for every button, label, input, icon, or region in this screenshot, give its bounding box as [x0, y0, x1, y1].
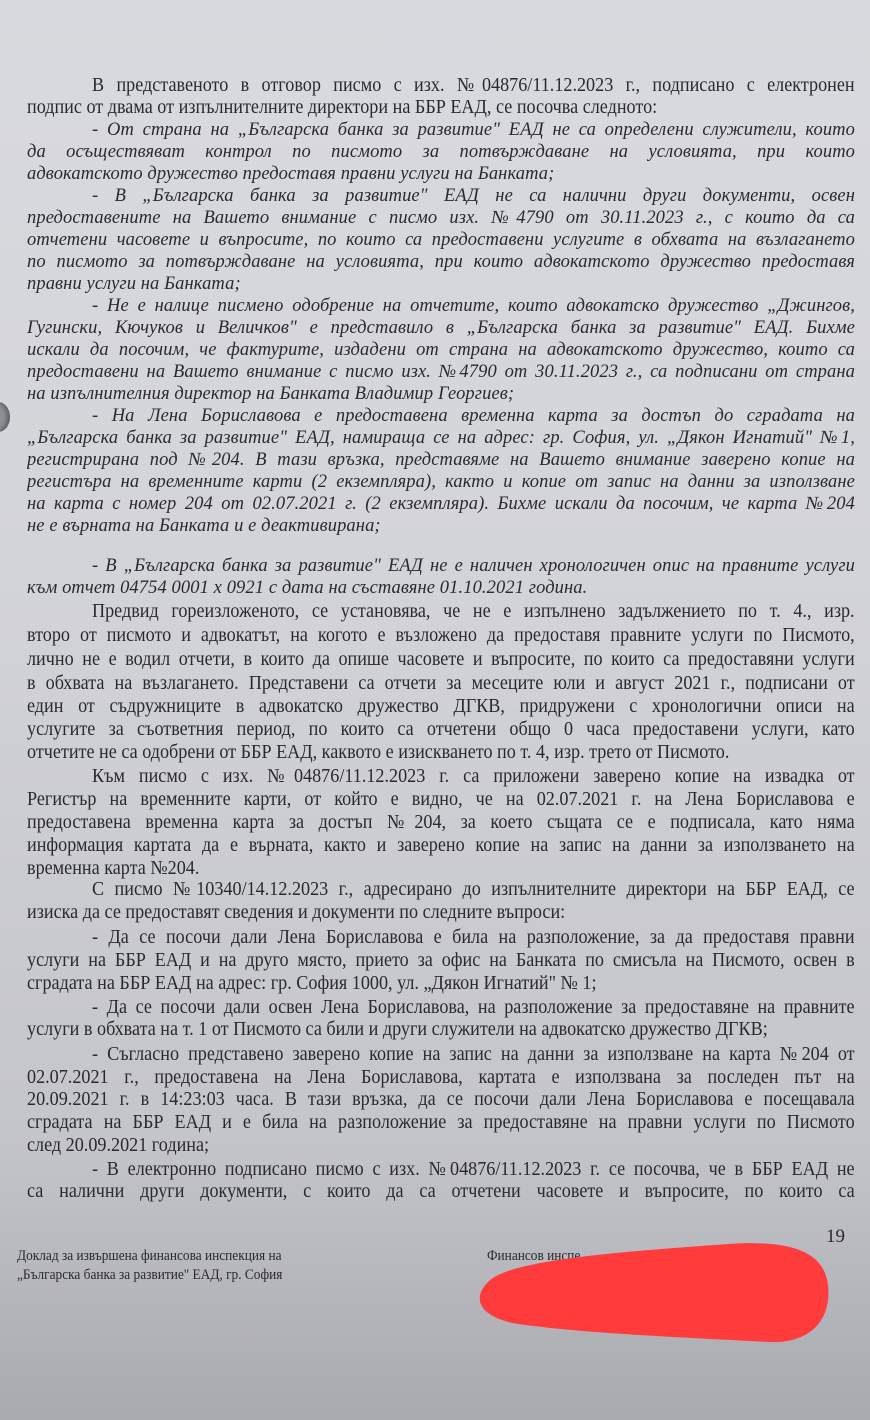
text-line: след 20.09.2021 година;	[27, 1135, 210, 1156]
text-line: - Съгласно представено заверено копие на запис на данни за използване на карта №204 от	[92, 1044, 855, 1065]
text-line: искали да посочим, че фактурите, издадени от страна на адвокатското дружество, които са	[27, 340, 855, 360]
text-line: регистрирана под №204. В тази връзка, представяме на Вашето внимание заверено копие на	[27, 450, 855, 470]
text-line: към отчет 04754 0001 х 0921 с дата на съставяне 01.10.2021 година.	[27, 578, 588, 598]
text-line: - Да се посочи дали Лена Бориславова е била на разположение, за да предоставя правни	[92, 927, 855, 948]
text-line: предоставените на Вашето внимание с писмо изх. №4790 от 30.11.2023 г., с които да са	[27, 208, 855, 228]
text-line: услугите за съответния период, по които са отчетени общо 0 часа предоставени услуги, като	[27, 719, 855, 740]
text-line: на карта с номер 204 от 02.07.2021 г. (2 екземпляра). Бихме искали да посочим, че карта №204	[27, 494, 855, 514]
text-line: Предвид гореизложеното, се установява, че не е изпълнено задължението по т. 4., изр.	[92, 601, 855, 622]
inspector-label: Финансов инспе	[487, 1248, 581, 1264]
page-number: 19	[826, 1226, 845, 1247]
text-line: В представеното в отговор писмо с изх. №04876/11.12.2023 г., подписано с електронен	[92, 75, 855, 96]
text-line: предоставена временна карта за достъп №204, за което същата се е подписала, като няма	[27, 812, 855, 833]
text-line: - В „Българска банка за развитие" ЕАД не е наличен хронологичен опис на правните услуги	[92, 556, 855, 576]
text-line: - Да се посочи дали освен Лена Бориславова, на разположение за предоставяне на правните	[92, 997, 855, 1018]
text-line: подпис от двама от изпълнителните директори на ББР ЕАД, се посочва следното:	[27, 97, 658, 118]
text-line: услуги на ББР ЕАД и на друго място, прието за офис на Банката по смисъла на Писмото, освен в	[27, 950, 855, 971]
text-line: 02.07.2021 г., предоставена на Лена Бориславова, картата е използвана за последен път на	[27, 1067, 855, 1088]
text-line: в обхвата на възлагането. Представени са отчети за месеците юли и август 2021 г., подписани от	[27, 673, 855, 694]
text-line: регистъра на временните карти (2 екземпляра), както и копие от запис на данни за използване	[27, 472, 855, 492]
text-line: отчетите не са одобрени от ББР ЕАД, каквото е изискването по т. 4, изр. трето от Писмото.	[27, 742, 730, 763]
text-line: лично не е водил отчети, в които да опише часовете и въпросите, по които са предоставяни услуги	[27, 649, 855, 670]
text-line: сградата на ББР ЕАД на адрес: гр. София 1000, ул. „Дякон Игнатий" № 1;	[27, 973, 597, 994]
text-line: услуги в обхвата на т. 1 от Писмото са били и други служители на адвокатско дружество ДГКВ;	[27, 1019, 768, 1040]
text-line: временна карта №204.	[27, 858, 200, 879]
redaction-mark	[468, 1230, 834, 1348]
text-line: предоставени на Вашето внимание с писмо изх. №4790 от 30.11.2023 г., са подписани от страна	[27, 362, 855, 382]
text-line: 20.09.2021 г. в 14:23:03 часа. В тази връзка, да се посочи дали Лена Бориславова е посещавала	[27, 1089, 855, 1110]
text-line: по писмото за потвърждаване на условията, при които адвокатското дружество предоставя	[27, 252, 855, 272]
text-line: „Българска банка за развитие" ЕАД, намираща се на адрес: гр. София, ул. „Дякон Игнатий" №1,	[27, 428, 855, 448]
text-line: - В електронно подписано писмо с изх. №04876/11.12.2023 г. се посочва, че в ББР ЕАД не	[92, 1159, 855, 1180]
text-line: отчетени часовете и въпросите, по които са предоставени услугите в обхвата на възлагането	[27, 230, 855, 250]
text-line: Гугински, Кючуков и Величков" е представило в „Българска банка за развитие" ЕАД. Бихме	[27, 318, 855, 338]
text-line: правни услуги на Банката;	[27, 274, 241, 294]
text-line: Регистър на временните карти, от който е видно, че на 02.07.2021 г. на Лена Бориславова е	[27, 789, 855, 810]
text-line: - На Лена Бориславова е предоставена временна карта за достъп до сградата на	[92, 406, 855, 426]
report-title-line2: „Българска банка за развитие" ЕАД, гр. София	[17, 1267, 283, 1283]
text-line: изиска да се предоставят сведения и документи по следните въпроси:	[27, 902, 566, 923]
text-line: - От страна на „Българска банка за развитие" ЕАД не са определени служители, които	[92, 120, 855, 140]
text-line: да осъществяват контрол по писмото за потвърждаване на условията, при които	[27, 142, 855, 162]
text-line: - В „Българска банка за развитие" ЕАД не са налични други документи, освен	[92, 186, 855, 206]
punch-hole	[0, 402, 10, 432]
report-title	[17, 1247, 282, 1285]
text-line: адвокатското дружество предоставя правни услуги на Банката;	[27, 164, 555, 184]
text-line: информация картата да е върната, както и заверено копие на запис на данни за използването на	[27, 835, 855, 856]
text-line: един от съдружниците в адвокатско дружество ДГКВ, придружени с хронологични описи на	[27, 696, 855, 717]
text-line: са налични други документи, с които да са отчетени часовете и въпросите, по които са	[27, 1181, 855, 1202]
report-title-line1: Доклад за извършена финансова инспекция на	[17, 1248, 282, 1264]
text-line: не е върната на Банката и е деактивирана;	[27, 516, 381, 536]
text-line: сградата на ББР ЕАД и е била на разположение за предоставяне на правни услуги по Писмото	[27, 1112, 855, 1133]
text-line: - Не е налице писмено одобрение на отчетите, които адвокатско дружество „Джингов,	[92, 296, 855, 316]
text-line: второ от писмото и адвокатът, на когото е възложено да предоставя правните услуги по Писмото,	[27, 625, 855, 646]
text-line: на изпълнителния директор на Банката Владимир Георгиев;	[27, 384, 515, 404]
text-line: Към писмо с изх. №04876/11.12.2023 г. са приложени заверено копие на извадка от	[92, 766, 855, 787]
text-line: С писмо №10340/14.12.2023 г., адресирано до изпълнителните директори на ББР ЕАД, се	[92, 879, 855, 900]
